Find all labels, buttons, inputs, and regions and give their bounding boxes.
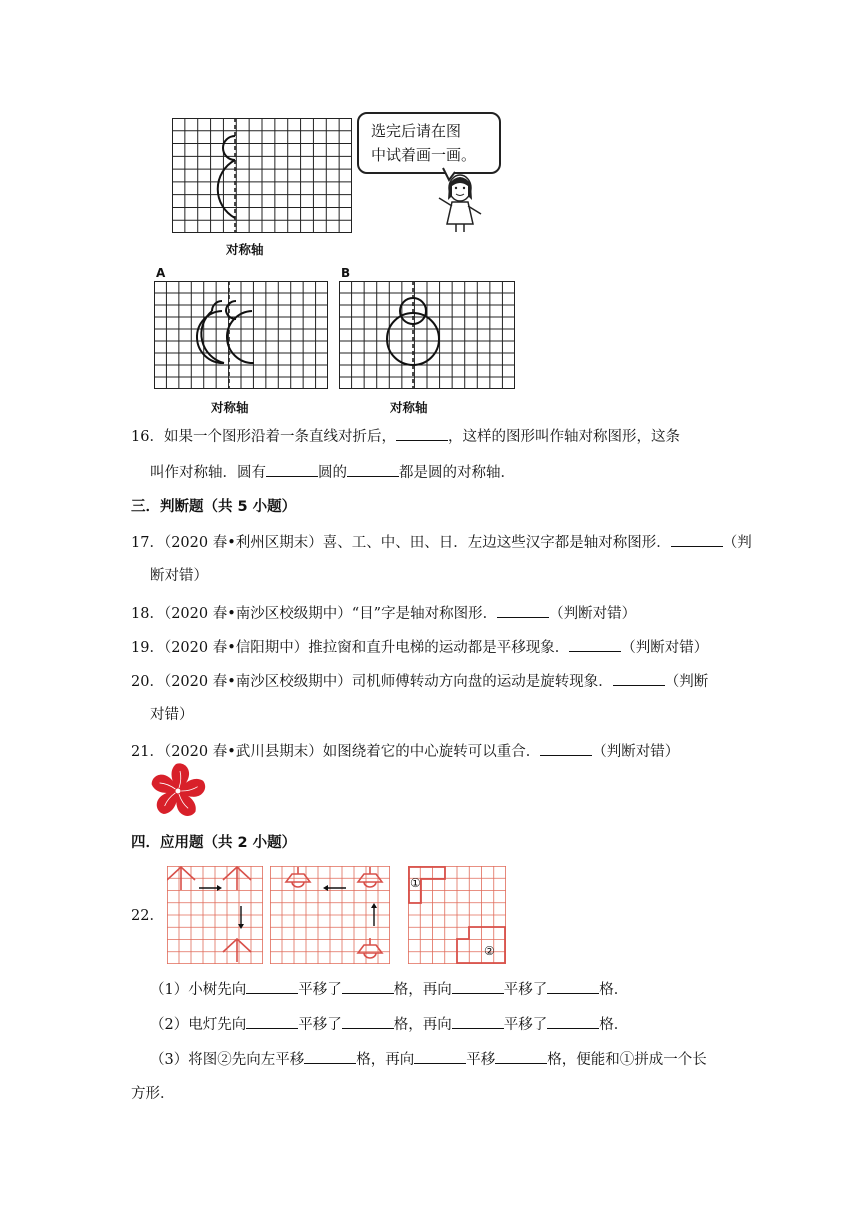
answer-blank[interactable]	[495, 1049, 547, 1064]
answer-blank[interactable]	[246, 1014, 298, 1029]
q22-sub3-cont: 方形．	[131, 1086, 175, 1102]
axis-label-b: 对称轴	[390, 400, 428, 415]
figure-option-b	[339, 281, 515, 389]
q22-grid-tree	[167, 866, 263, 964]
axis-label-a: 对称轴	[211, 400, 249, 415]
answer-blank[interactable]	[342, 979, 394, 994]
answer-blank[interactable]	[452, 1014, 504, 1029]
answer-blank[interactable]	[342, 1014, 394, 1029]
speech-line-1: 选完后请在图	[371, 122, 462, 140]
option-b-letter: B	[341, 266, 351, 280]
q18: 18．（2020 春•南沙区校级期中）“目”字是轴对称图形． （判断对错）	[131, 603, 636, 624]
q17-line-2: 断对错）	[150, 568, 208, 584]
q22-grid-rectangles	[408, 866, 506, 964]
answer-blank[interactable]	[547, 1014, 599, 1029]
answer-blank[interactable]	[246, 979, 298, 994]
q20-line-1: 20．（2020 春•南沙区校级期中）司机师傅转动方向盘的运动是旋转现象． （判断	[131, 671, 708, 692]
answer-blank[interactable]	[396, 426, 448, 441]
figure-option-a	[154, 281, 328, 389]
section-3-heading: 三．判断题（共 5 小题）	[131, 499, 297, 515]
q20-line-2: 对错）	[150, 707, 194, 723]
q22-sub2: （2）电灯先向 平移了 格，再向 平移了 格．	[150, 1014, 628, 1035]
answer-blank[interactable]	[304, 1049, 356, 1064]
q19: 19．（2020 春•信阳期中）推拉窗和直升电梯的运动都是平移现象． （判断对错）	[131, 637, 708, 658]
marker-2: ②	[484, 944, 495, 958]
answer-blank[interactable]	[540, 741, 592, 756]
grid-top	[172, 118, 352, 233]
q17-line-1: 17．（2020 春•利州区期末）喜、工、中、田、日．左边这些汉字都是轴对称图形． （判	[131, 532, 752, 553]
speech-line-2: 中试着画一画。	[371, 146, 477, 164]
section-4-heading: 四．应用题（共 2 小题）	[131, 835, 297, 851]
speech-bubble	[357, 112, 501, 174]
q22-number: 22．	[131, 908, 164, 924]
answer-blank[interactable]	[497, 603, 549, 618]
girl-illustration	[425, 166, 495, 236]
axis-label-top: 对称轴	[226, 242, 264, 257]
bauhinia-flower-image	[148, 762, 208, 820]
marker-1: ①	[410, 876, 421, 890]
q22-sub3: （3）将图②先向左平移 格，再向 平移 格，便能和①拼成一个长	[150, 1049, 707, 1070]
answer-blank[interactable]	[266, 462, 318, 477]
q16-line-1: 16．如果一个图形沿着一条直线对折后， ，这样的图形叫作轴对称图形，这条	[131, 426, 680, 447]
figure-q15-top	[172, 118, 352, 233]
q22-grid-lamp	[270, 866, 390, 964]
answer-blank[interactable]	[347, 462, 399, 477]
answer-blank[interactable]	[414, 1049, 466, 1064]
q16-line-2: 叫作对称轴．圆有 圆的 都是圆的对称轴．	[150, 462, 515, 483]
answer-blank[interactable]	[613, 671, 665, 686]
answer-blank[interactable]	[452, 979, 504, 994]
answer-blank[interactable]	[547, 979, 599, 994]
answer-blank[interactable]	[569, 637, 621, 652]
answer-blank[interactable]	[671, 532, 723, 547]
q21: 21．（2020 春•武川县期末）如图绕着它的中心旋转可以重合． （判断对错）	[131, 741, 679, 762]
option-a-letter: A	[156, 266, 166, 280]
q22-sub1: （1）小树先向 平移了 格，再向 平移了 格．	[150, 979, 628, 1000]
